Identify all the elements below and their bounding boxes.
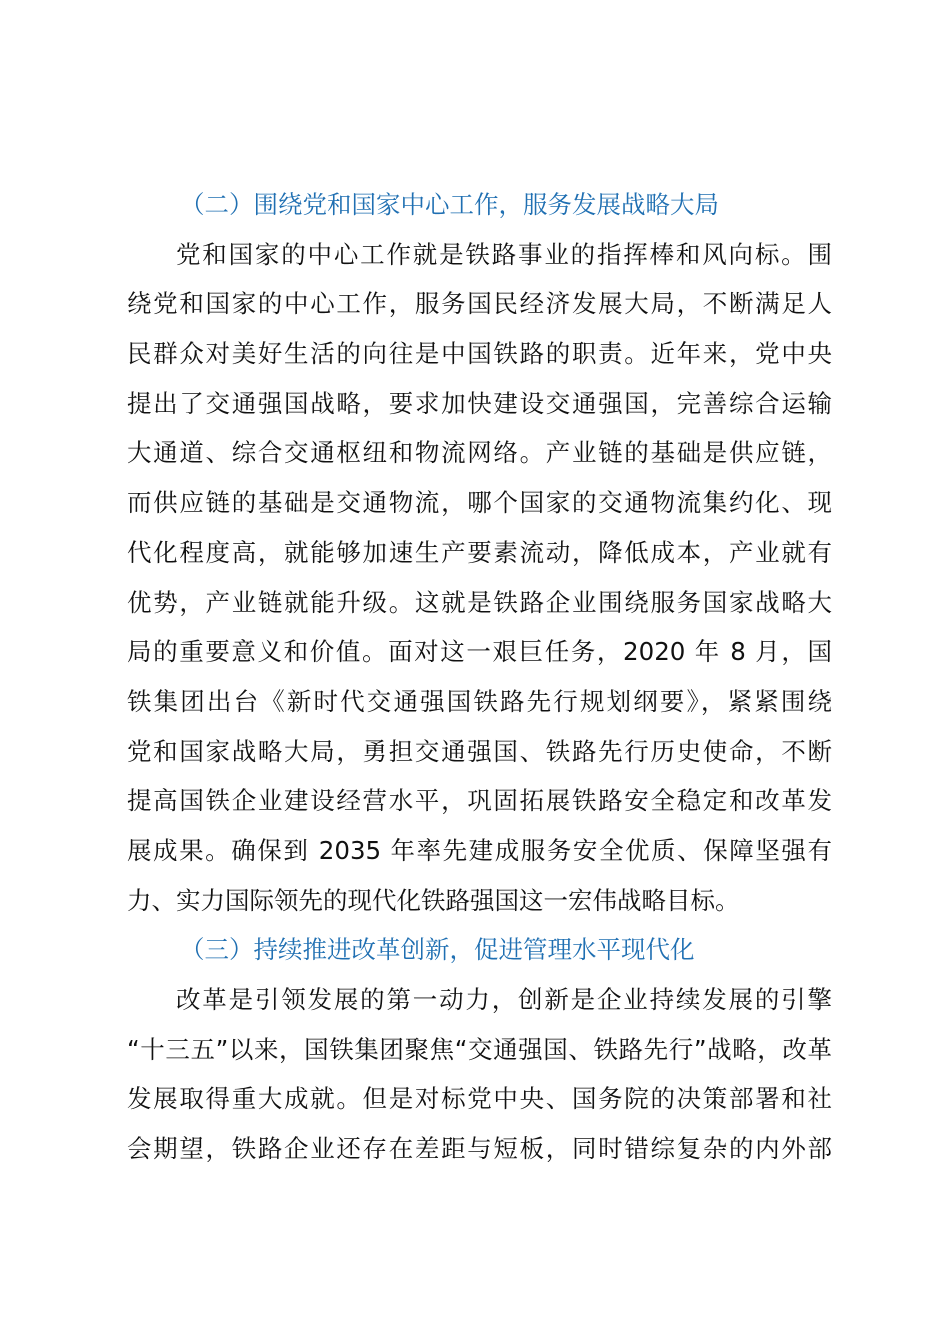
paragraph-line: 展成果。确保到 2035 年率先建成服务安全优质、保障坚强有 — [127, 835, 832, 865]
section-heading-2: （二）围绕党和国家中心工作，服务发展战略大局 — [180, 190, 719, 219]
paragraph-line: 铁集团出台《新时代交通强国铁路先行规划纲要》，紧紧围绕 — [127, 686, 832, 716]
paragraph-line: 党和国家战略大局，勇担交通强国、铁路先行历史使命，不断 — [127, 736, 832, 766]
paragraph-line: 而供应链的基础是交通物流，哪个国家的交通物流集约化、现 — [127, 488, 832, 518]
paragraph-line: “十三五”以来，国铁集团聚焦“交通强国、铁路先行”战略，改革 — [127, 1034, 832, 1064]
paragraph-line: 发展取得重大成就。但是对标党中央、国务院的决策部署和社 — [127, 1084, 832, 1114]
paragraph-line: 党和国家的中心工作就是铁路事业的指挥棒和风向标。围 — [176, 239, 832, 269]
paragraph-line: 会期望，铁路企业还存在差距与短板，同时错综复杂的内外部 — [127, 1134, 832, 1164]
paragraph-line: 代化程度高，就能够加速生产要素流动，降低成本，产业就有 — [127, 537, 832, 567]
paragraph-line: 提出了交通强国战略，要求加快建设交通强国，完善综合运输 — [127, 388, 832, 418]
paragraph-line: 改革是引领发展的第一动力，创新是企业持续发展的引擎 — [176, 985, 832, 1014]
paragraph-line: 优势，产业链就能升级。这就是铁路企业围绕服务国家战略大 — [127, 587, 832, 617]
document-body — [127, 180, 832, 1174]
paragraph-line: 绕党和国家的中心工作，服务国民经济发展大局，不断满足人 — [127, 289, 832, 319]
section-heading-3: （三）持续推进改革创新，促进管理水平现代化 — [180, 935, 695, 965]
paragraph-line: 民群众对美好生活的向往是中国铁路的职责。近年来，党中央 — [127, 339, 832, 369]
paragraph-line: 大通道、综合交通枢纽和物流网络。产业链的基础是供应链， — [127, 438, 832, 468]
paragraph-line: 力、实力国际领先的现代化铁路强国这一宏伟战略目标。 — [127, 885, 740, 915]
paragraph-line: 提高国铁企业建设经营水平，巩固拓展铁路安全稳定和改革发 — [127, 786, 832, 816]
paragraph-line: 局的重要意义和价值。面对这一艰巨任务，2020 年 8 月，国 — [127, 637, 832, 667]
